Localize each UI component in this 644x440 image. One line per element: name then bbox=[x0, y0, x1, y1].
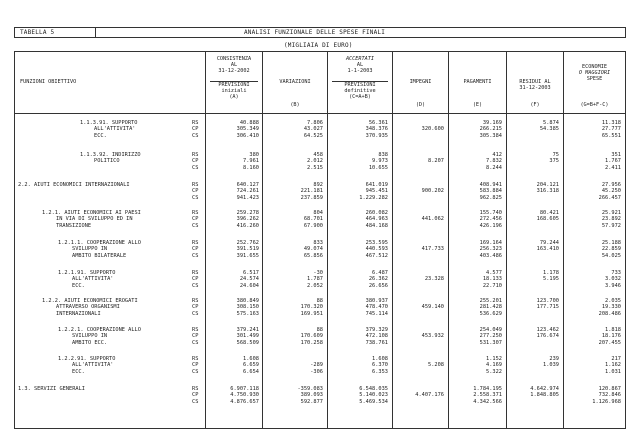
table-cell: 67.900 bbox=[303, 222, 323, 229]
row-label: 1.1.3.92. INDIRIZZO bbox=[80, 152, 141, 158]
table-cell: 253.595 bbox=[365, 240, 388, 246]
table-cell: 49.074 bbox=[303, 246, 323, 253]
table-cell: 2.558.371 bbox=[473, 392, 502, 399]
table-cell: 417.733 bbox=[421, 246, 444, 253]
header-col-residui-code: (F) bbox=[530, 102, 540, 108]
table-cell: -306 bbox=[310, 368, 323, 375]
header-col-consistenza: CONSISTENZA AL 31-12-2002 PREVISIONI iniziali (A) bbox=[206, 56, 262, 100]
table-cell: 40.888 bbox=[239, 120, 259, 126]
row-code: CP bbox=[192, 304, 199, 311]
row-label: SVILUPPO IN bbox=[72, 333, 108, 340]
table-cell: 176.674 bbox=[536, 333, 559, 340]
row-code: RS bbox=[192, 298, 199, 304]
table-cell: 1.162 bbox=[605, 362, 621, 369]
table-cell: 641.019 bbox=[365, 182, 388, 188]
table-cell: 391.655 bbox=[236, 252, 259, 259]
row-code: CS bbox=[192, 222, 199, 229]
table-cell: 305.349 bbox=[236, 126, 259, 133]
table-cell: 155.740 bbox=[479, 210, 502, 216]
table-cell: 26.362 bbox=[368, 276, 388, 283]
row-label: ATTRAVERSO ORGANISMI bbox=[56, 304, 120, 311]
table-cell: 416.260 bbox=[236, 222, 259, 229]
table-cell: 478.470 bbox=[365, 304, 388, 311]
row-label: ALL'ATTIVITA' bbox=[72, 276, 114, 283]
table-cell: 1.608 bbox=[372, 356, 388, 362]
table-cell: 389.093 bbox=[300, 392, 323, 399]
table-cell: 79.244 bbox=[539, 240, 559, 246]
row-label: 1.2.1.1. COOPERAZIONE ALLO bbox=[58, 240, 141, 246]
row-code: CS bbox=[192, 368, 199, 375]
table-header-rule bbox=[14, 113, 626, 114]
row-code: CP bbox=[192, 126, 199, 133]
table-cell: 305.384 bbox=[479, 132, 502, 139]
row-label: 1.2.1.91. SUPPORTO bbox=[58, 270, 116, 276]
col-divider-3 bbox=[327, 51, 328, 429]
table-cell: 1.767 bbox=[605, 158, 621, 165]
table-cell: 27.956 bbox=[601, 182, 621, 188]
table-unit: (MIGLIAIA DI EURO) bbox=[284, 42, 353, 49]
table-cell: 408.941 bbox=[479, 182, 502, 188]
table-cell: 467.512 bbox=[365, 252, 388, 259]
table-cell: 239 bbox=[549, 356, 559, 362]
table-cell: 391.519 bbox=[236, 246, 259, 253]
table-cell: 7.832 bbox=[486, 158, 502, 165]
table-cell: 6.370 bbox=[372, 362, 388, 369]
table-cell: 724.261 bbox=[236, 188, 259, 195]
table-cell: 57.972 bbox=[601, 222, 621, 229]
table-cell: 260.082 bbox=[365, 210, 388, 216]
table-cell: 170.609 bbox=[300, 333, 323, 340]
table-cell: 348.376 bbox=[365, 126, 388, 133]
table-label: TABELLA 5 bbox=[20, 29, 55, 36]
table-cell: 259.278 bbox=[236, 210, 259, 216]
table-cell: 2.411 bbox=[605, 164, 621, 171]
table-cell: 403.486 bbox=[479, 252, 502, 259]
row-label: POLITICO bbox=[94, 158, 120, 165]
row-label: 1.3. SERVIZI GENERALI bbox=[18, 386, 85, 392]
header-col-pagamenti: PAGAMENTI bbox=[463, 79, 492, 85]
table-cell: 380.937 bbox=[365, 298, 388, 304]
table-bottom-rule bbox=[14, 428, 626, 429]
table-cell: 380 bbox=[249, 152, 259, 158]
table-cell: 207.455 bbox=[598, 339, 621, 346]
table-cell: 123.700 bbox=[536, 298, 559, 304]
table-cell: 1.784.195 bbox=[473, 386, 502, 392]
table-cell: 123.462 bbox=[536, 327, 559, 333]
table-cell: 9.973 bbox=[372, 158, 388, 165]
table-cell: 168.605 bbox=[536, 216, 559, 223]
table-cell: 833 bbox=[313, 240, 323, 246]
table-cell: 440.593 bbox=[365, 246, 388, 253]
table-cell: 306.410 bbox=[236, 132, 259, 139]
table-cell: -30 bbox=[313, 270, 323, 276]
header-col-impegni-code: (D) bbox=[415, 102, 426, 108]
table-cell: 19.330 bbox=[601, 304, 621, 311]
row-label: 1.2.2.1. COOPERAZIONE ALLO bbox=[58, 327, 141, 333]
row-label: INTERNAZIONALI bbox=[56, 310, 101, 317]
header-col-residui: RESIDUI AL 31-12-2003 bbox=[519, 79, 551, 91]
table-cell: 2.012 bbox=[307, 158, 323, 165]
row-label: ECC. bbox=[72, 282, 85, 289]
table-left-rule bbox=[14, 51, 15, 429]
header-top-rule bbox=[14, 27, 626, 28]
header-label-divider bbox=[95, 27, 96, 38]
table-cell: 370.935 bbox=[365, 132, 388, 139]
header-col-pagamenti-code: (E) bbox=[472, 102, 483, 108]
table-cell: 177.715 bbox=[536, 304, 559, 311]
table-cell: 4.407.176 bbox=[415, 392, 444, 399]
table-cell: 120.867 bbox=[598, 386, 621, 392]
table-cell: 18.176 bbox=[601, 333, 621, 340]
row-label: SVILUPPO IN bbox=[72, 246, 108, 253]
table-cell: 8.160 bbox=[243, 164, 259, 171]
table-cell: 6.487 bbox=[372, 270, 388, 276]
table-cell: 4.876.657 bbox=[230, 398, 259, 405]
table-cell: 277.250 bbox=[479, 333, 502, 340]
header-funzioni-obiettivo: FUNZIONI OBIETTIVO bbox=[20, 79, 77, 85]
table-cell: 11.318 bbox=[601, 120, 621, 126]
table-cell: 838 bbox=[378, 152, 388, 158]
table-cell: 8.244 bbox=[486, 164, 502, 171]
header-col-previsioni-definitive: ACCERTATI AL 1-1-2003 PREVISIONI definitive (C=A+B) bbox=[328, 56, 392, 100]
table-cell: 39.169 bbox=[482, 120, 502, 126]
table-right-rule bbox=[625, 51, 626, 429]
row-code: CS bbox=[192, 339, 199, 346]
table-cell: 43.027 bbox=[303, 126, 323, 133]
table-cell: 892 bbox=[313, 182, 323, 188]
table-cell: 1.848.805 bbox=[530, 392, 559, 399]
table-cell: 5.322 bbox=[486, 368, 502, 375]
header-col-economie-code: (G=B+F-C) bbox=[580, 102, 609, 108]
table-cell: 426.196 bbox=[479, 222, 502, 229]
table-cell: 1.031 bbox=[605, 368, 621, 375]
table-cell: 308.150 bbox=[236, 304, 259, 311]
table-cell: 962.825 bbox=[479, 194, 502, 201]
table-cell: 24.604 bbox=[239, 282, 259, 289]
table-cell: 25.188 bbox=[601, 240, 621, 246]
row-code: CP bbox=[192, 392, 199, 399]
table-cell: 237.859 bbox=[300, 194, 323, 201]
table-cell: 75 bbox=[552, 152, 559, 158]
table-cell: 68.701 bbox=[303, 216, 323, 223]
table-cell: 24.574 bbox=[239, 276, 259, 283]
table-cell: 733 bbox=[611, 270, 621, 276]
table-cell: 484.168 bbox=[365, 222, 388, 229]
table-cell: 18.133 bbox=[482, 276, 502, 283]
header-col-variazioni-code: (B) bbox=[290, 102, 300, 108]
table-cell: 640.127 bbox=[236, 182, 259, 188]
table-cell: 412 bbox=[492, 152, 502, 158]
table-cell: 65.551 bbox=[601, 132, 621, 139]
table-cell: 5.208 bbox=[428, 362, 444, 369]
table-cell: 45.250 bbox=[601, 188, 621, 195]
row-code: CS bbox=[192, 282, 199, 289]
table-cell: 64.525 bbox=[303, 132, 323, 139]
table-cell: 6.517 bbox=[243, 270, 259, 276]
row-label: AMBITO BILATERALE bbox=[72, 252, 127, 259]
row-code: CP bbox=[192, 276, 199, 283]
table-cell: 252.762 bbox=[236, 240, 259, 246]
table-cell: 22.710 bbox=[482, 282, 502, 289]
table-cell: 22.859 bbox=[601, 246, 621, 253]
table-cell: 4.577 bbox=[486, 270, 502, 276]
table-cell: 221.181 bbox=[300, 188, 323, 195]
table-title: ANALISI FUNZIONALE DELLE SPESE FINALI bbox=[244, 29, 386, 36]
table-cell: 351 bbox=[611, 152, 621, 158]
table-cell: 88 bbox=[316, 327, 323, 333]
table-cell: 458 bbox=[313, 152, 323, 158]
table-cell: 65.856 bbox=[303, 252, 323, 259]
header-left-rule bbox=[14, 27, 15, 38]
table-cell: 5.140.023 bbox=[359, 392, 388, 399]
table-cell: 301.499 bbox=[236, 333, 259, 340]
row-code: RS bbox=[192, 270, 199, 276]
table-cell: 7.806 bbox=[307, 120, 323, 126]
table-cell: 1.229.282 bbox=[359, 194, 388, 201]
table-cell: 272.456 bbox=[479, 216, 502, 223]
table-cell: 1.787 bbox=[307, 276, 323, 283]
row-code: RS bbox=[192, 182, 199, 188]
table-cell: 1.178 bbox=[543, 270, 559, 276]
table-cell: 738.761 bbox=[365, 339, 388, 346]
header-col-impegni: IMPEGNI bbox=[409, 79, 432, 85]
row-code: RS bbox=[192, 152, 199, 158]
row-code: RS bbox=[192, 210, 199, 216]
table-cell: 320.600 bbox=[421, 126, 444, 133]
row-code: CP bbox=[192, 333, 199, 340]
table-cell: 217 bbox=[611, 356, 621, 362]
table-cell: -359.083 bbox=[297, 386, 323, 392]
table-cell: 316.318 bbox=[536, 188, 559, 195]
table-cell: 900.202 bbox=[421, 188, 444, 195]
row-code: CS bbox=[192, 164, 199, 171]
table-cell: 170.258 bbox=[300, 339, 323, 346]
table-cell: 4.169 bbox=[486, 362, 502, 369]
table-cell: 88 bbox=[316, 298, 323, 304]
table-cell: 531.307 bbox=[479, 339, 502, 346]
row-code: RS bbox=[192, 120, 199, 126]
table-cell: 254.049 bbox=[479, 327, 502, 333]
table-cell: 380.849 bbox=[236, 298, 259, 304]
table-cell: 379.241 bbox=[236, 327, 259, 333]
row-code: CP bbox=[192, 362, 199, 369]
row-code: CS bbox=[192, 398, 199, 405]
table-cell: 6.659 bbox=[243, 362, 259, 369]
table-cell: 208.486 bbox=[598, 310, 621, 317]
table-cell: 6.548.035 bbox=[359, 386, 388, 392]
table-cell: 459.140 bbox=[421, 304, 444, 311]
table-cell: 266.215 bbox=[479, 126, 502, 133]
table-cell: 1.039 bbox=[543, 362, 559, 369]
table-cell: 27.777 bbox=[601, 126, 621, 133]
table-cell: 8.207 bbox=[428, 158, 444, 165]
table-cell: 745.114 bbox=[365, 310, 388, 317]
row-code: CS bbox=[192, 252, 199, 259]
table-cell: 23.328 bbox=[424, 276, 444, 283]
table-cell: 396.262 bbox=[236, 216, 259, 223]
col-divider-1 bbox=[205, 51, 206, 429]
table-cell: 2.515 bbox=[307, 164, 323, 171]
table-cell: 256.323 bbox=[479, 246, 502, 253]
table-cell: 170.320 bbox=[300, 304, 323, 311]
table-cell: 266.457 bbox=[598, 194, 621, 201]
table-cell: 3.946 bbox=[605, 282, 621, 289]
table-top-rule bbox=[14, 51, 626, 52]
table-cell: 732.846 bbox=[598, 392, 621, 399]
table-cell: 7.961 bbox=[243, 158, 259, 165]
row-code: CS bbox=[192, 194, 199, 201]
row-code: CP bbox=[192, 158, 199, 165]
table-cell: 5.469.534 bbox=[359, 398, 388, 405]
table-cell: 536.629 bbox=[479, 310, 502, 317]
table-cell: 6.654 bbox=[243, 368, 259, 375]
header-right-rule bbox=[625, 27, 626, 38]
table-cell: 6.907.118 bbox=[230, 386, 259, 392]
table-cell: 4.750.930 bbox=[230, 392, 259, 399]
table-cell: 945.451 bbox=[365, 188, 388, 195]
table-cell: 255.201 bbox=[479, 298, 502, 304]
table-cell: 464.963 bbox=[365, 216, 388, 223]
row-label: ALL'ATTIVITA' bbox=[72, 362, 114, 369]
table-cell: 4.642.974 bbox=[530, 386, 559, 392]
table-cell: 1.152 bbox=[486, 356, 502, 362]
table-cell: 2.035 bbox=[605, 298, 621, 304]
table-cell: 375 bbox=[549, 158, 559, 165]
row-code: RS bbox=[192, 327, 199, 333]
row-label: IN VIA DI SVILUPPO ED IN bbox=[56, 216, 133, 223]
table-cell: 6.353 bbox=[372, 368, 388, 375]
row-code: RS bbox=[192, 386, 199, 392]
table-cell: 163.410 bbox=[536, 246, 559, 253]
table-cell: 169.164 bbox=[479, 240, 502, 246]
row-label: ECC. bbox=[72, 368, 85, 375]
table-cell: 10.655 bbox=[368, 164, 388, 171]
table-cell: 281.428 bbox=[479, 304, 502, 311]
table-cell: 3.032 bbox=[605, 276, 621, 283]
row-label: AMBITO ECC. bbox=[72, 339, 108, 346]
header-col-economie: ECONOMIE O MAGGIORI SPESE bbox=[578, 64, 611, 82]
table-cell: 1.126.968 bbox=[592, 398, 621, 405]
row-code: CP bbox=[192, 246, 199, 253]
table-cell: 804 bbox=[313, 210, 323, 216]
table-cell: 54.385 bbox=[539, 126, 559, 133]
row-code: CS bbox=[192, 132, 199, 139]
header-bottom-rule bbox=[14, 37, 626, 38]
row-code: CP bbox=[192, 216, 199, 223]
table-cell: 941.423 bbox=[236, 194, 259, 201]
row-label: TRANSIZIONE bbox=[56, 222, 92, 229]
row-label: ECC. bbox=[94, 132, 107, 139]
table-cell: 1.818 bbox=[605, 327, 621, 333]
table-cell: -289 bbox=[310, 362, 323, 369]
row-code: CP bbox=[192, 188, 199, 195]
table-cell: 4.342.566 bbox=[473, 398, 502, 405]
row-label: ALL'ATTIVITA' bbox=[94, 126, 136, 133]
table-cell: 5.874 bbox=[543, 120, 559, 126]
table-cell: 575.163 bbox=[236, 310, 259, 317]
table-cell: 54.025 bbox=[601, 252, 621, 259]
row-label: 1.2.2. AIUTI ECONOMICI EROGATI bbox=[42, 298, 138, 304]
row-label: 2.2. AIUTI ECONOMICI INTERNAZIONALI bbox=[18, 182, 130, 188]
row-code: RS bbox=[192, 356, 199, 362]
table-cell: 5.195 bbox=[543, 276, 559, 283]
row-label: 1.1.3.91. SUPPORTO bbox=[80, 120, 138, 126]
table-cell: 592.877 bbox=[300, 398, 323, 405]
table-cell: 25.921 bbox=[601, 210, 621, 216]
table-cell: 441.062 bbox=[421, 216, 444, 223]
table-cell: 1.608 bbox=[243, 356, 259, 362]
table-cell: 472.108 bbox=[365, 333, 388, 340]
table-cell: 169.951 bbox=[300, 310, 323, 317]
header-col-variazioni: VARIAZIONI bbox=[279, 79, 311, 85]
table-cell: 80.421 bbox=[539, 210, 559, 216]
table-cell: 56.361 bbox=[368, 120, 388, 126]
row-label: 1.2.1. AIUTI ECONOMICI AI PAESI bbox=[42, 210, 141, 216]
table-cell: 583.884 bbox=[479, 188, 502, 195]
table-cell: 23.892 bbox=[601, 216, 621, 223]
row-label: 1.2.2.91. SUPPORTO bbox=[58, 356, 116, 362]
row-code: CS bbox=[192, 310, 199, 317]
row-code: RS bbox=[192, 240, 199, 246]
table-cell: 379.329 bbox=[365, 327, 388, 333]
table-cell: 204.121 bbox=[536, 182, 559, 188]
table-cell: 26.656 bbox=[368, 282, 388, 289]
table-cell: 2.052 bbox=[307, 282, 323, 289]
table-cell: 453.932 bbox=[421, 333, 444, 340]
table-cell: 568.509 bbox=[236, 339, 259, 346]
